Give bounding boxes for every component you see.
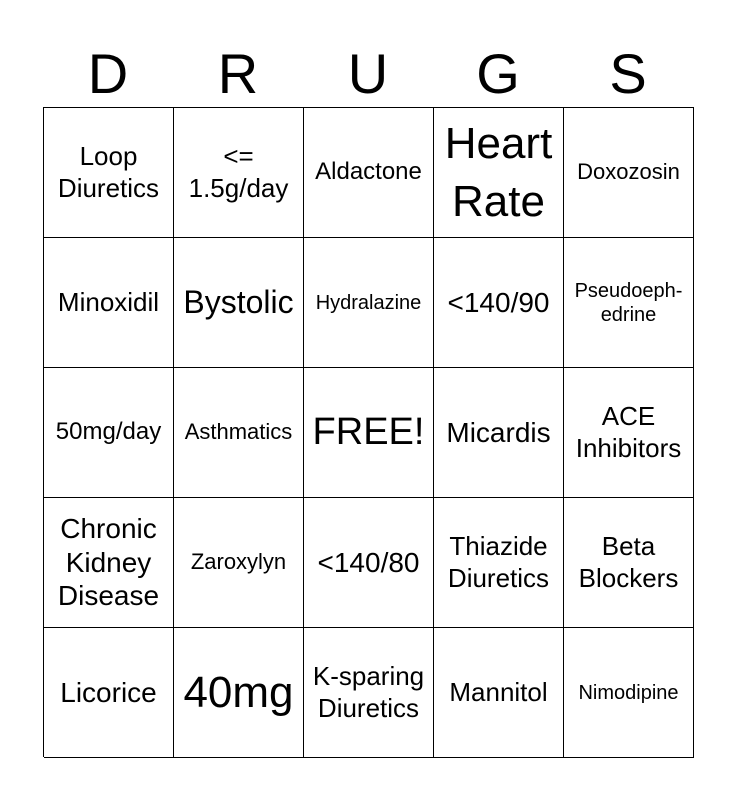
- cell-text: Nimodipine: [578, 681, 679, 704]
- bingo-cell[interactable]: [44, 368, 174, 498]
- bingo-cell[interactable]: [304, 628, 434, 758]
- cell-text: Licorice: [60, 676, 157, 708]
- cell-text: Asthmatics: [184, 419, 293, 445]
- cell-text: FREE!: [312, 410, 425, 453]
- header-letter-d: D: [87, 42, 129, 105]
- header-letter-g: G: [476, 42, 520, 105]
- cell-text: Heart Rate: [444, 119, 553, 226]
- header-letter-s: S: [609, 42, 647, 105]
- bingo-cell[interactable]: [174, 628, 304, 758]
- bingo-cell free-space[interactable]: [304, 368, 434, 498]
- cell-text: Thiazide Diuretics: [447, 531, 550, 593]
- cell-text: K-sparing Diuretics: [312, 661, 425, 723]
- cell-text: Beta Blockers: [578, 531, 679, 593]
- cell-text: Mannitol: [449, 676, 548, 707]
- bingo-cell[interactable]: [434, 108, 564, 238]
- header-letter-r: R: [217, 42, 259, 105]
- cell-text: Chronic Kidney Disease: [57, 513, 160, 612]
- bingo-cell[interactable]: [304, 238, 434, 368]
- bingo-cell[interactable]: [174, 108, 304, 238]
- cell-text: <= 1.5g/day: [188, 141, 289, 203]
- bingo-cell[interactable]: [174, 368, 304, 498]
- cell-text: Doxozosin: [577, 159, 680, 185]
- cell-text: Micardis: [446, 416, 551, 448]
- bingo-cell[interactable]: [434, 368, 564, 498]
- cell-text: <140/80: [317, 546, 420, 578]
- cell-text: ACE Inhibitors: [575, 401, 682, 463]
- bingo-cell[interactable]: [44, 628, 174, 758]
- cell-text: Aldactone: [315, 158, 422, 186]
- header-letter-u: U: [347, 42, 389, 105]
- bingo-header: [43, 40, 693, 108]
- cell-text: Bystolic: [183, 284, 294, 321]
- bingo-cell[interactable]: [564, 368, 694, 498]
- bingo-cell[interactable]: [174, 498, 304, 628]
- cell-text: Minoxidil: [57, 286, 160, 317]
- cell-text: <140/90: [447, 286, 550, 318]
- bingo-cell[interactable]: [564, 108, 694, 238]
- bingo-cell[interactable]: [564, 628, 694, 758]
- bingo-cell[interactable]: [44, 498, 174, 628]
- bingo-cell[interactable]: [434, 498, 564, 628]
- bingo-board: [43, 107, 694, 757]
- cell-text: Zaroxylyn: [190, 549, 287, 575]
- cell-text: Pseudoeph-edrine: [574, 279, 683, 326]
- bingo-cell[interactable]: [44, 238, 174, 368]
- bingo-cell[interactable]: [44, 108, 174, 238]
- bingo-cell[interactable]: [564, 498, 694, 628]
- cell-text: Hydralazine: [315, 291, 422, 314]
- bingo-cell[interactable]: [304, 108, 434, 238]
- bingo-cell[interactable]: [304, 498, 434, 628]
- bingo-cell[interactable]: [564, 238, 694, 368]
- cell-text: Loop Diuretics: [57, 141, 160, 203]
- bingo-cell[interactable]: [434, 628, 564, 758]
- bingo-cell[interactable]: [174, 238, 304, 368]
- cell-text: 50mg/day: [55, 418, 162, 446]
- bingo-cell[interactable]: [434, 238, 564, 368]
- cell-text: 40mg: [183, 667, 294, 717]
